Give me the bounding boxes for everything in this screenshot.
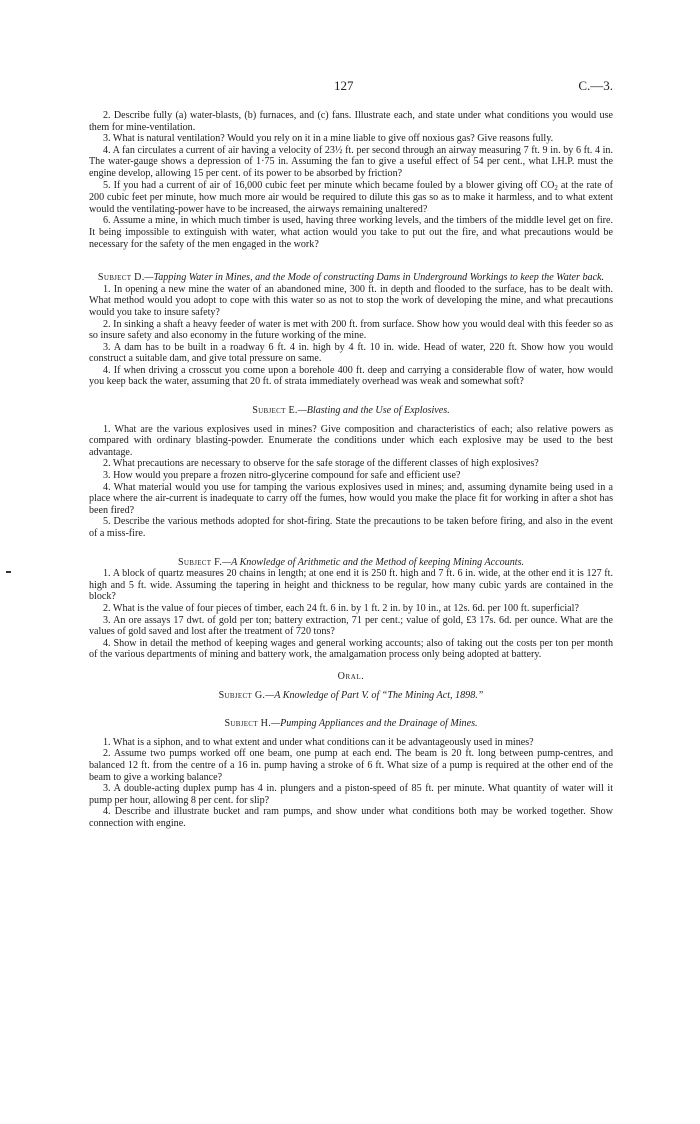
subject-f-question-1: 1. A block of quartz measures 20 chains in length; at one end it is 250 ft. high and 7 ft. 6 in. wide, at the other end it is 127 ft. high and 5 ft. wide. Assuming the tapering in height and thickness to be regular, how many cubic yards are contained in the block?	[89, 568, 613, 603]
section-code: C.—3.	[578, 78, 613, 93]
spacer	[89, 661, 613, 671]
subject-h-heading	[89, 718, 613, 730]
subject-h-question-2: 2. Assume two pumps worked off one beam, one pump at each end. The beam is 20 ft. long between pump-centres, and balanced 12 ft. from the centre of a 16 in. pump having a stroke of 6 ft. What size of a pump is required at the other end of the beam to give a working balance?	[89, 748, 613, 783]
section-c-question-6: 6. Assume a mine, in which much timber is used, having three working levels, and the timbers of the middle level get on fire. It being impossible to extinguish with water, what action would you take to put out the fire, and what precautions would be necessary for the safety of the men engaged in the work?	[89, 215, 613, 250]
subject-e-title: —Blasting and the Use of Explosives.	[297, 405, 450, 417]
spacer	[89, 417, 613, 424]
section-c-question-2: 2. Describe fully (a) water-blasts, (b) furnaces, and (c) fans. Illustrate each, and state under what conditions you would use them for mine-ventilation.	[89, 110, 613, 133]
spacer	[89, 730, 613, 737]
q5-text-b: at the rate of 200 cubic feet per minute, how much more air would be required to dilute this gas so as to make it harmless, and to what extent would the ventilating-power have to be increased, the airways remaining unaltered?	[89, 179, 613, 215]
subject-e-heading	[89, 405, 613, 417]
spacer	[89, 388, 613, 405]
subject-g-label: Subject G.	[218, 689, 266, 701]
oral-heading: Oral.	[337, 670, 365, 682]
subject-f-question-3: 3. An ore assays 17 dwt. of gold per ton; battery extraction, 71 per cent.; value of gold, £3 17s. 6d. per ounce. What are the values of gold saved and lost after the treatment of 720 tons?	[89, 614, 613, 638]
subject-h-question-1: 1. What is a siphon, and to what extent and under what conditions can it be advantageously used in mines?	[103, 736, 534, 748]
q5-text-a: 5. If you had a current of air of 16,000 cubic feet per minute which became fouled by a blower giving off CO	[103, 179, 555, 191]
spacer	[89, 250, 613, 272]
margin-mark	[6, 571, 11, 573]
subject-f-question-2: 2. What is the value of four pieces of timber, each 24 ft. 6 in. by 1 ft. 2 in. by 10 in., at 12s. 6d. per 100 ft. superficial?	[103, 602, 579, 614]
page-number: 127	[334, 78, 354, 93]
subject-f-title: —A Knowledge of Arithmetic and the Method of keeping Mining Accounts.	[222, 556, 525, 568]
subject-f-heading	[89, 557, 613, 569]
subject-d-question-1: 1. In opening a new mine the water of an abandoned mine, 300 ft. in depth and flooded to the surface, has to be dealt with. What method would you adopt to cope with this water so as not to stop the work of developing the mine, and what precautions would you take to insure safety?	[89, 283, 613, 318]
subject-e-question-4: 4. What material would you use for tamping the various explosives used in mines; and, assuming dynamite being used in a place where the air-current is inadequate to carry off the fumes, how would you make the place fit for working in after a shot has been fired?	[89, 481, 613, 516]
subject-h-label: Subject H.	[224, 718, 272, 730]
section-c-question-3: 3. What is natural ventilation? Would you rely on it in a mine liable to give off noxious gas? Give reasons fully.	[103, 133, 554, 145]
page-header	[89, 80, 613, 96]
subject-e-label: Subject E.	[252, 405, 298, 417]
section-c-question-5	[89, 180, 613, 216]
subject-d-question-2: 2. In sinking a shaft a heavy feeder of water is met with 200 ft. from surface. Show how you would deal with this feeder so as so insure safety and also economy in the future working of the mine.	[89, 318, 613, 342]
subject-e-question-2: 2. What precautions are necessary to observe for the safe storage of the different classes of high explosives?	[103, 458, 539, 470]
subject-d-question-4: 4. If when driving a crosscut you come upon a borehole 400 ft. deep and carrying a considerable flow of water, how would you keep back the water, assuming that 20 ft. of strata immediately overhead was weak and somewhat soft?	[89, 364, 613, 388]
subject-f-question-4: 4. Show in detail the method of keeping wages and general working accounts; also of taking out the costs per ton per month of the various departments of mining and battery work, the amalgamation process only being adopted at battery.	[89, 637, 613, 661]
subject-g-title: —A Knowledge of Part V. of “The Mining Act, 1898.”	[265, 689, 484, 701]
subject-e-question-5: 5. Describe the various methods adopted for shot-firing. State the precautions to be taken before firing, and also in the event of a miss-fire.	[89, 516, 613, 539]
subject-f-label: Subject F.	[177, 556, 223, 568]
section-c-question-4: 4. A fan circulates a current of air having a velocity of 23½ ft. per second through an airway measuring 7 ft. 9 in. by 6 ft. 4 in. The water-gauge shows a depression of 1·75 in. Assuming the fan to give a useful effect of 54 per cent., what I.H.P. must the engine develop, allowing 15 per cent. of its power to be absorbed by friction?	[89, 144, 613, 179]
subject-h-question-4: 4. Describe and illustrate bucket and ram pumps, and show under what conditions both may be worked together. Show connection with engine.	[89, 806, 613, 829]
spacer	[89, 683, 613, 690]
subject-e-question-3: 3. How would you prepare a frozen nitro-glycerine compound for safe and efficient use?	[103, 470, 461, 482]
subject-h-title: —Pumping Appliances and the Drainage of Mines.	[271, 718, 478, 730]
spacer	[89, 701, 613, 718]
q5-subscript: 2	[554, 183, 558, 192]
document-page	[89, 80, 613, 829]
spacer	[89, 540, 613, 557]
subject-d-heading	[89, 272, 613, 284]
subject-e-question-1: 1. What are the various explosives used in mines? Give composition and characteristics of each; also relative powers as compared with ordinary blasting-powder. Enumerate the conditions under which each explosive may be used to the best advantage.	[89, 423, 613, 458]
subject-d-question-3: 3. A dam has to be built in a roadway 6 ft. 4 in. high by 4 ft. 10 in. wide. Head of water, 220 ft. Show how you would construct a suitable dam, and give total pressure on same.	[89, 341, 613, 365]
subject-h-question-3: 3. A double-acting duplex pump has 4 in. plungers and a piston-speed of 85 ft. per minute. What quantity of water will it pump per hour, allowing 8 per cent. for slip?	[89, 783, 613, 806]
subject-d-title: —Tapping Water in Mines, and the Mode of constructing Dams in Underground Workings to keep the Water back.	[144, 272, 605, 284]
subject-d-label: Subject D.	[97, 272, 145, 284]
subject-g-heading	[89, 690, 613, 702]
